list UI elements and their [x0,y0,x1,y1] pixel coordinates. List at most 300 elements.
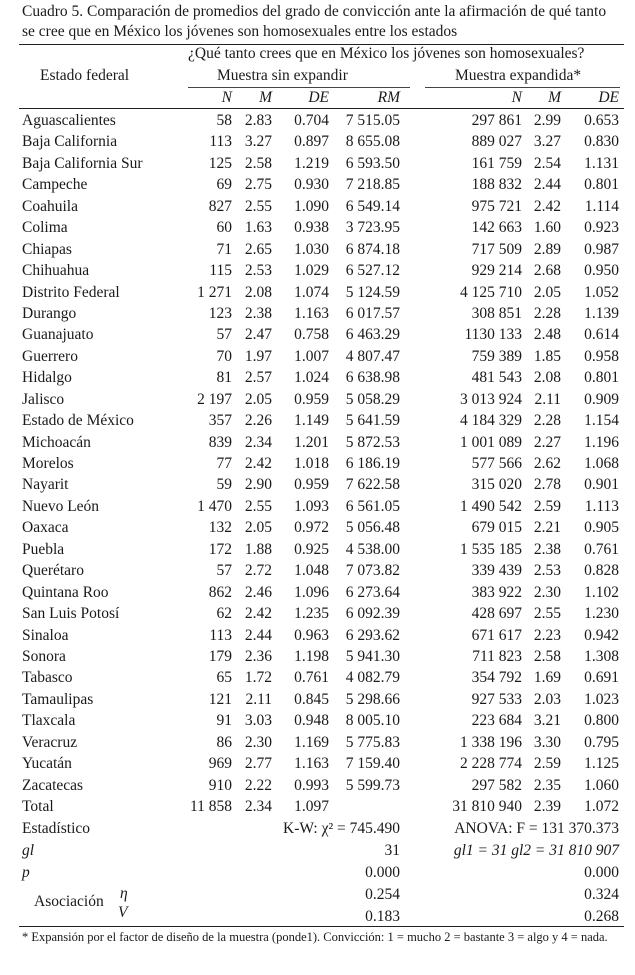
cell-expanded-n: 4 125 710 [460,283,522,301]
cell-expanded-de: 0.905 [584,519,619,537]
cell-expanded-n: 142 663 [471,219,522,237]
cell-expanded-de: 0.614 [584,326,619,344]
cell-n: 115 [209,262,232,280]
cell-m: 2.22 [244,776,272,794]
table-row [0,582,635,603]
cell-expanded-m: 2.42 [533,197,561,215]
table-row [0,282,635,303]
table-row [0,324,635,345]
state-column-header: Estado federal [40,67,130,84]
cell-rm: 6 638.98 [345,369,400,387]
cell-state: Estado de México [22,412,134,430]
cell-n: 2 197 [197,390,232,408]
cell-rm: 6 561.05 [345,497,400,515]
cell-state: Colima [22,219,68,237]
cell-expanded-de: 1.102 [584,583,619,601]
cell-rm: 4 538.00 [345,540,400,558]
cell-expanded-de: 0.958 [584,347,619,365]
cell-expanded-de: 1.114 [584,197,619,215]
cell-state: Nayarit [22,476,69,494]
table-row [0,174,635,195]
cell-expanded-n: 339 439 [471,562,522,580]
eta-symbol: η [120,885,128,902]
cell-expanded-n: 1130 133 [464,326,522,344]
cell-state: Jalisco [22,390,65,408]
cell-m: 2.44 [244,626,272,644]
cell-expanded-m: 2.53 [533,562,561,580]
cell-n: 862 [208,583,232,601]
cell-state: Michoacán [22,433,91,451]
cell-rm: 4 082.79 [345,669,400,687]
cell-de: 0.758 [294,326,329,344]
cell-rm: 7 515.05 [345,112,400,129]
cell-expanded-m: 2.68 [533,262,561,280]
cell-state: Coahuila [22,197,78,215]
cell-expanded-de: 1.052 [584,283,619,301]
cell-m: 2.05 [244,519,272,537]
cell-expanded-de: 0.923 [584,219,619,237]
cell-rm: 5 775.83 [345,733,400,751]
eta-right-value: 0.324 [584,886,619,903]
col-header-n: N [221,89,232,106]
cell-de: 0.959 [294,476,329,494]
table-caption: Cuadro 5. Comparación de promedios del grado de convicción ante la afirmación de qué tanto se cree que en México los jóvenes son homosexuales entre los estados [22,3,607,40]
cell-expanded-n: 188 832 [471,176,522,194]
cell-state: Aguascalientes [22,112,116,129]
table-row [0,775,635,796]
cell-n: 57 [216,562,232,580]
cell-expanded-n: 929 214 [471,262,522,280]
table-row [0,689,635,710]
cell-de: 1.163 [294,304,329,322]
cell-m: 2.65 [244,240,272,258]
cell-state: Guanajuato [22,326,94,344]
cell-expanded-de: 0.801 [584,176,619,194]
cell-expanded-m: 2.78 [533,476,561,494]
cell-de: 1.163 [294,755,329,773]
cell-de: 1.018 [294,455,329,472]
cell-expanded-m: 2.39 [533,798,561,815]
cell-state: Querétaro [22,562,84,580]
cell-state: Quintana Roo [22,583,109,601]
cell-de: 1.024 [294,369,329,387]
expanded-sample-header: Muestra expandida* [455,67,582,84]
cell-n: 1 271 [197,283,232,301]
cell-m: 2.83 [244,112,272,129]
col-header-expanded-de: DE [598,89,619,106]
cell-de: 1.097 [294,798,329,815]
cell-expanded-de: 0.653 [584,112,619,129]
cell-expanded-n: 671 617 [471,626,522,644]
cell-de: 0.761 [294,669,329,687]
cell-de: 1.029 [294,262,329,280]
cell-state: Chiapas [22,240,72,258]
cell-n: 86 [216,733,232,751]
cell-m: 2.75 [244,176,272,194]
cell-state: Tlaxcala [22,712,76,730]
cell-expanded-m: 2.30 [533,583,561,601]
table-row [0,131,635,152]
cell-expanded-m: 2.38 [533,540,561,558]
bottom-rule [19,926,624,927]
cell-n: 1 470 [197,497,232,515]
cell-expanded-m: 2.05 [533,283,561,301]
table-row [0,303,635,324]
table-row [0,732,635,753]
header-rule [19,108,624,109]
cell-rm: 6 017.57 [345,304,400,322]
cell-expanded-de: 1.154 [584,412,619,430]
cell-de: 1.235 [294,605,329,623]
col-header-expanded-m: M [548,89,561,106]
cell-m: 2.55 [244,497,272,515]
table-row [0,217,635,238]
asociacion-label: Asociación [34,893,104,910]
table-row [0,753,635,774]
cell-expanded-n: 1 338 196 [460,733,522,751]
cell-de: 1.201 [294,433,329,451]
cell-expanded-n: 161 759 [471,154,522,172]
cell-expanded-m: 1.85 [533,347,561,365]
cell-expanded-m: 2.59 [533,497,561,515]
cell-m: 2.90 [244,476,272,494]
cell-expanded-n: 1 001 089 [460,433,522,451]
cell-expanded-n: 717 509 [471,240,522,258]
cell-state: Baja California Sur [22,154,143,172]
cell-rm: 6 874.18 [345,240,400,258]
cell-n: 69 [216,176,232,194]
cell-rm: 5 124.59 [345,283,400,301]
gl-label: gl [22,842,35,859]
cell-rm: 5 641.59 [345,412,400,430]
cell-expanded-de: 0.691 [584,669,619,687]
col-header-rm: RM [377,89,400,106]
v-left-value: 0.183 [365,908,400,925]
table-row [0,260,635,281]
cell-n: 57 [216,326,232,344]
cell-expanded-m: 2.48 [533,326,561,344]
cell-expanded-de: 0.800 [584,712,619,730]
cell-state: Hidalgo [22,369,72,387]
cell-expanded-m: 2.11 [534,390,561,408]
cell-expanded-de: 0.987 [584,240,619,258]
col-header-de: DE [308,89,329,106]
cell-state: Guerrero [22,347,78,365]
unexpanded-sample-header: Muestra sin expandir [217,67,348,84]
cell-expanded-de: 1.113 [584,497,619,515]
cell-de: 1.093 [294,497,329,515]
p-left-value: 0.000 [365,864,400,881]
cell-n: 969 [208,755,232,773]
table-row [0,625,635,646]
cell-n: 58 [216,112,232,129]
cell-de: 1.096 [294,583,329,601]
cell-expanded-n: 383 922 [471,583,522,601]
cell-expanded-n: 308 851 [471,304,522,322]
gl-left-value: 31 [384,842,400,859]
table-row [0,603,635,624]
cell-expanded-de: 1.125 [584,755,619,773]
cell-expanded-n: 759 389 [471,347,522,365]
cell-n: 172 [208,540,232,558]
cell-state: Yucatán [22,755,72,773]
cell-de: 0.704 [294,112,329,129]
cell-rm: 5 298.66 [345,690,400,708]
table-row [0,367,635,388]
cell-state: Nuevo León [22,497,100,515]
cell-m: 2.11 [245,690,272,708]
cell-rm: 4 807.47 [345,347,400,365]
cell-m: 2.53 [244,262,272,280]
cell-expanded-m: 2.89 [533,240,561,258]
cell-expanded-de: 0.761 [584,540,619,558]
cell-de: 0.972 [294,519,329,537]
cell-m: 2.55 [244,197,272,215]
cell-expanded-n: 354 792 [471,669,522,687]
group2-rule [425,87,620,88]
cell-m: 2.26 [244,412,272,430]
cell-de: 0.938 [294,219,329,237]
cell-state: Veracruz [22,733,78,751]
cell-m: 3.03 [244,712,272,730]
cell-expanded-de: 1.023 [584,690,619,708]
table-row [0,710,635,731]
table-row [0,796,635,817]
cell-m: 2.77 [244,755,272,773]
cell-expanded-de: 0.801 [584,369,619,387]
cell-expanded-m: 2.21 [533,519,561,537]
question-header: ¿Qué tanto crees que en México los jóvenes son homosexuales? [188,45,585,62]
cell-rm: 5 058.29 [345,390,400,408]
cell-rm: 8 005.10 [345,712,400,730]
cell-expanded-m: 2.59 [533,755,561,773]
cell-n: 11 858 [189,798,232,815]
cell-m: 2.46 [244,583,272,601]
cell-n: 81 [216,369,232,387]
cell-state: Sinaloa [22,626,69,644]
cell-rm: 5 941.30 [345,647,400,665]
cell-de: 1.198 [294,647,329,665]
cell-m: 2.58 [244,154,272,172]
cell-expanded-de: 1.060 [584,776,619,794]
cell-m: 3.27 [244,133,272,151]
table-row [0,389,635,410]
cell-expanded-n: 1 490 542 [460,497,522,515]
cell-expanded-de: 1.131 [584,154,619,172]
cell-rm: 6 527.12 [345,262,400,280]
cell-m: 2.47 [244,326,272,344]
cell-state: Durango [22,304,77,322]
cell-rm: 8 655.08 [345,133,400,151]
cell-expanded-de: 0.909 [584,390,619,408]
cell-rm: 5 599.73 [345,776,400,794]
cell-expanded-n: 481 543 [471,369,522,387]
table-body [0,110,635,817]
cell-expanded-m: 3.30 [533,733,561,751]
cell-rm: 7 218.85 [345,176,400,194]
cell-de: 0.897 [294,133,329,151]
cell-n: 839 [208,433,232,451]
cell-state: Distrito Federal [22,283,120,301]
cell-n: 59 [216,476,232,494]
cell-n: 70 [216,347,232,365]
kruskal-wallis-value: K-W: χ² = 745.490 [283,820,400,837]
cell-expanded-de: 0.830 [584,133,619,151]
cell-de: 0.948 [294,712,329,730]
cell-expanded-de: 1.139 [584,304,619,322]
v-right-value: 0.268 [584,908,619,925]
cell-expanded-n: 1 535 185 [460,540,522,558]
cell-expanded-de: 0.795 [584,733,619,751]
cell-m: 1.72 [244,669,272,687]
table-row [0,496,635,517]
cell-expanded-m: 3.21 [533,712,561,730]
cell-n: 123 [208,304,232,322]
eta-left-value: 0.254 [365,886,400,903]
cell-expanded-m: 2.54 [533,154,561,172]
cell-rm: 7 073.82 [345,562,400,580]
cell-expanded-n: 975 721 [471,197,522,215]
cell-expanded-de: 0.950 [584,262,619,280]
cell-de: 1.074 [294,283,329,301]
col-header-m: M [259,89,272,106]
cell-expanded-n: 297 861 [471,112,522,129]
cell-de: 0.963 [294,626,329,644]
cell-expanded-n: 577 566 [471,455,522,472]
cell-state: Zacatecas [22,776,84,794]
cell-expanded-n: 679 015 [471,519,522,537]
cell-n: 113 [209,626,232,644]
cell-rm: 6 463.29 [345,326,400,344]
cell-de: 0.845 [294,690,329,708]
cell-rm: 5 872.53 [345,433,400,451]
cell-n: 121 [208,690,232,708]
table-row [0,667,635,688]
cell-expanded-n: 2 228 774 [460,755,522,773]
cell-expanded-n: 927 533 [471,690,522,708]
cell-m: 2.36 [244,647,272,665]
cell-expanded-m: 1.60 [533,219,561,237]
cell-de: 0.993 [294,776,329,794]
cell-state: Campeche [22,176,88,194]
group1-rule [188,87,410,88]
cell-n: 179 [208,647,232,665]
cell-expanded-m: 2.28 [533,412,561,430]
cell-expanded-de: 1.068 [584,455,619,472]
cell-rm: 6 092.39 [345,605,400,623]
cell-n: 91 [216,712,232,730]
cell-expanded-m: 2.44 [533,176,561,194]
cell-de: 1.149 [294,412,329,430]
table-row [0,432,635,453]
cell-expanded-n: 31 810 940 [452,798,522,815]
cell-m: 2.42 [244,605,272,623]
cell-expanded-de: 1.308 [584,647,619,665]
cell-m: 2.42 [244,455,272,472]
cell-expanded-de: 1.230 [584,605,619,623]
cell-expanded-m: 2.28 [533,304,561,322]
cell-state: Oaxaca [22,519,69,537]
cell-de: 1.169 [294,733,329,751]
cell-n: 827 [208,197,232,215]
cell-state: Sonora [22,647,66,665]
cell-de: 1.030 [294,240,329,258]
cell-n: 910 [208,776,232,794]
cell-rm: 5 056.48 [345,519,400,537]
cell-m: 1.63 [244,219,272,237]
cell-expanded-de: 1.072 [584,798,619,815]
cell-de: 0.925 [294,540,329,558]
cell-expanded-n: 315 020 [471,476,522,494]
table-row [0,517,635,538]
cell-expanded-n: 889 027 [471,133,522,151]
cell-expanded-de: 0.901 [584,476,619,494]
cell-expanded-n: 4 184 329 [460,412,522,430]
table-row [0,410,635,431]
cell-n: 62 [216,605,232,623]
cell-rm: 6 273.64 [345,583,400,601]
table-row [0,539,635,560]
cell-expanded-m: 2.08 [533,369,561,387]
cell-de: 1.219 [294,154,329,172]
cell-expanded-n: 297 582 [471,776,522,794]
cell-n: 132 [208,519,232,537]
cell-n: 71 [216,240,232,258]
cell-state: Morelos [22,455,74,472]
cell-state: Chihuahua [22,262,90,280]
table-row [0,196,635,217]
gl-right-value: gl1 = 31 gl2 = 31 810 907 [453,842,619,859]
cell-expanded-de: 1.196 [584,433,619,451]
cell-n: 125 [208,154,232,172]
table-row [0,560,635,581]
cell-state: Baja California [22,133,118,151]
cell-m: 1.97 [244,347,272,365]
table-row [0,453,635,474]
cell-expanded-de: 0.828 [584,562,619,580]
cell-state: Tamaulipas [22,690,94,708]
cell-n: 65 [216,669,232,687]
cell-de: 1.007 [294,347,329,365]
p-right-value: 0.000 [584,864,619,881]
table-row [0,153,635,174]
cell-rm: 6 549.14 [345,197,400,215]
cell-state: Total [22,798,54,815]
table-row [0,239,635,260]
cell-expanded-de: 0.942 [584,626,619,644]
cell-n: 113 [209,133,232,151]
table-row [0,474,635,495]
cell-state: Puebla [22,540,65,558]
cell-expanded-m: 2.27 [533,433,561,451]
cell-rm: 6 593.50 [345,154,400,172]
cell-de: 1.048 [294,562,329,580]
stat-row-gl [0,840,635,862]
cell-expanded-m: 2.62 [533,455,561,472]
cell-expanded-m: 2.99 [533,112,561,129]
v-symbol: V [118,904,128,921]
cell-rm: 7 622.58 [345,476,400,494]
cell-rm: 6 186.19 [345,455,400,472]
table-row [0,110,635,131]
cell-state: Tabasco [22,669,73,687]
cell-m: 2.34 [244,433,272,451]
stat-row-p [0,862,635,884]
cell-expanded-m: 1.69 [533,669,561,687]
footnote: * Expansión por el factor de diseño de la muestra (ponde1). Convicción: 1 = mucho 2 = bastante 3 = algo y 4 = nada. [22,930,608,944]
cell-rm: 6 293.62 [345,626,400,644]
cell-rm: 3 723.95 [345,219,400,237]
